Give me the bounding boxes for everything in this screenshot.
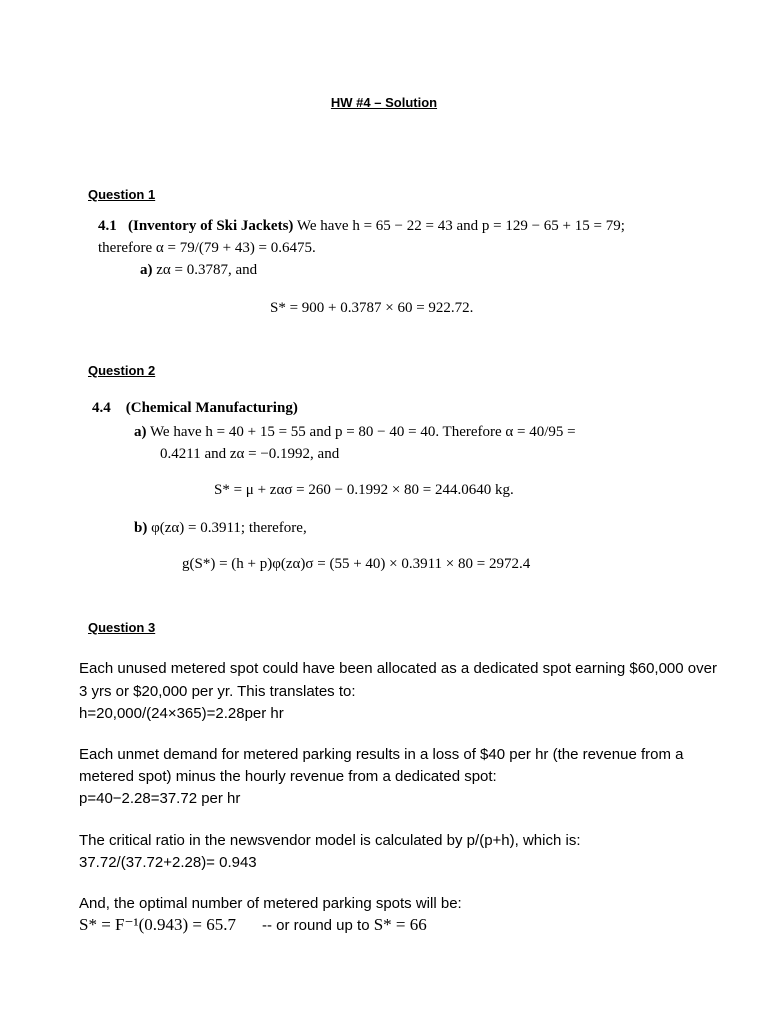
q3-final-equation [79,915,427,935]
document-title: HW #4 – Solution [330,95,438,110]
q3-para4-line1: And, the optimal number of metered parking spots will be: [79,895,462,912]
q2-equation-a: S* = μ + zασ = 260 − 0.1992 × 80 = 244.0640 kg. [214,482,514,498]
q1-line2: therefore α = 79/(79 + 43) = 0.6475. [98,240,316,256]
q3-final-eq-mid: -- or round up to [261,917,374,934]
q1-part-a-label: a) [140,262,153,278]
q2-part-a-label: a) [134,424,147,440]
q2-problem-number: 4.4 [92,400,111,416]
q2-part-b-text: φ(zα) = 0.3911; therefore, [147,520,307,536]
q3-para2-line3: p=40−2.28=37.72 per hr [79,790,241,807]
q3-para3-line2: 37.72/(37.72+2.28)= 0.943 [79,854,257,871]
q3-para2-line1: Each unmet demand for metered parking results in a loss of $40 per hr (the revenue from a [79,746,684,763]
q3-para1-line2: 3 yrs or $20,000 per yr. This translates to: [79,683,356,700]
q2-problem-title: (Chemical Manufacturing) [125,400,298,416]
q3-final-eq-left: S* = F⁻¹(0.943) = 65.7 [79,915,236,934]
q3-para1-line1: Each unused metered spot could have been allocated as a dedicated spot earning $60,000 over [79,660,717,677]
q1-problem-number: 4.1 [98,218,117,234]
q1-line1: We have h = 65 − 22 = 43 and p = 129 − 65 + 15 = 79; [293,218,625,234]
q3-final-eq-right: S* = 66 [373,915,427,934]
q2-part-a-line1: We have h = 40 + 15 = 55 and p = 80 − 40 = 40. Therefore α = 40/95 = [146,424,576,440]
question-3-heading: Question 3 [88,620,156,635]
q1-part-a-text: zα = 0.3787, and [152,262,258,278]
q2-part-a-line2: 0.4211 and zα = −0.1992, and [160,446,340,462]
question-2-solution [86,392,690,584]
q2-equation-b: g(S*) = (h + p)φ(zα)σ = (55 + 40) × 0.3911 × 80 = 2972.4 [182,556,531,572]
q3-para3-line1: The critical ratio in the newsvendor model is calculated by p/(p+h), which is: [79,832,581,849]
q2-part-b-label: b) [134,520,148,536]
question-1-solution [86,212,686,322]
question-2-heading: Question 2 [88,363,156,378]
q1-problem-title: (Inventory of Ski Jackets) [128,218,294,234]
q3-para2-line2: metered spot) minus the hourly revenue from a dedicated spot: [79,768,497,785]
question-1-heading: Question 1 [88,187,156,202]
q1-equation: S* = 900 + 0.3787 × 60 = 922.72. [270,300,474,316]
q3-para1-line3: h=20,000/(24×365)=2.28per hr [79,705,284,722]
